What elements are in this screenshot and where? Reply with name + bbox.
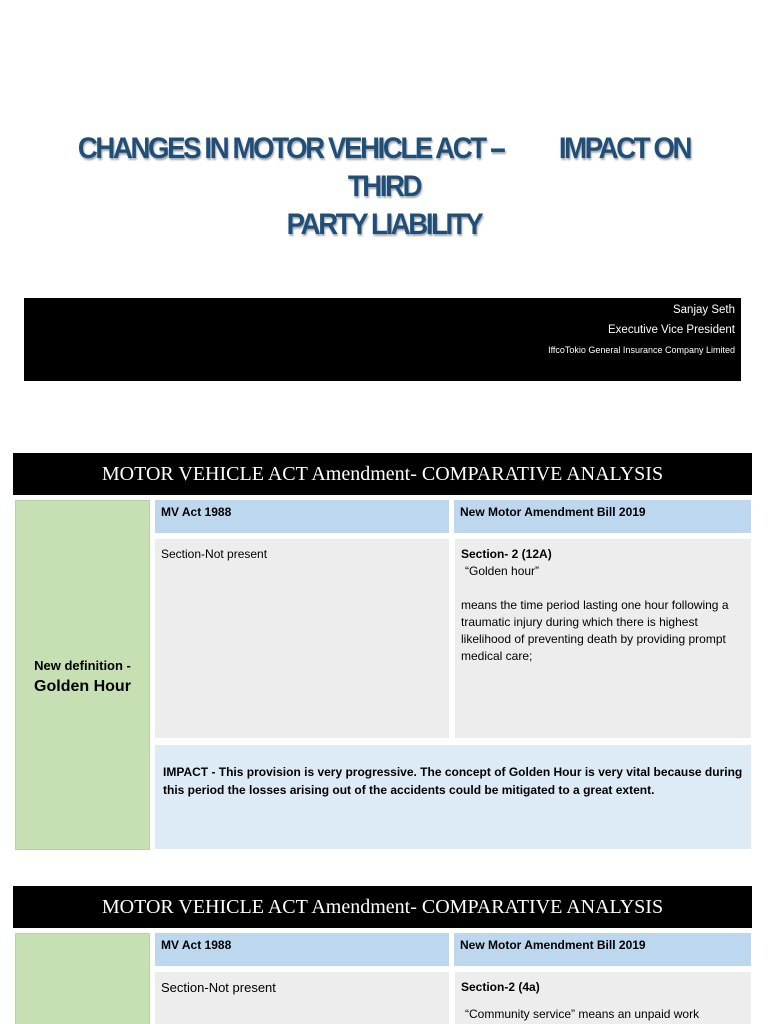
title-line2: PARTY LIABILITY bbox=[286, 208, 482, 241]
new-bill-section: Section- 2 (12A) bbox=[461, 547, 552, 561]
old-act-text: Section-Not present bbox=[161, 547, 268, 561]
topic-label-line2: Golden Hour bbox=[34, 678, 131, 695]
new-bill-definition: “Community service” means an unpaid work bbox=[465, 1007, 700, 1021]
new-bill-cell bbox=[455, 539, 751, 738]
new-bill-cell bbox=[455, 972, 751, 1024]
topic-column bbox=[15, 933, 150, 1024]
presenter-organization: IffcoTokio General Insurance Company Limited bbox=[548, 345, 735, 355]
new-bill-definition: means the time period lasting one hour following a traumatic injury during which there is highest likelihood of preventing death by providing prompt medical care; bbox=[461, 598, 729, 663]
old-act-cell bbox=[155, 539, 449, 738]
presenter-name: Sanjay Seth bbox=[672, 304, 735, 316]
title-line1-part2: IMPACT ON THIRD bbox=[347, 132, 691, 203]
old-act-text: Section-Not present bbox=[161, 980, 276, 995]
new-bill-term: “Golden hour” bbox=[465, 564, 540, 578]
topic-column bbox=[15, 500, 150, 850]
impact-box bbox=[155, 745, 751, 849]
slide-header: MOTOR VEHICLE ACT Amendment- COMPARATIVE ANALYSIS bbox=[13, 886, 752, 928]
column-header-old-act: MV Act 1988 bbox=[155, 933, 449, 966]
title-line1-part1: CHANGES IN MOTOR VEHICLE ACT -- bbox=[77, 132, 504, 165]
presenter-role: Executive Vice President bbox=[608, 324, 735, 336]
presentation-title bbox=[68, 130, 701, 244]
column-header-new-bill: New Motor Amendment Bill 2019 bbox=[454, 933, 751, 966]
comparative-slide-2 bbox=[13, 886, 752, 1024]
title-slide bbox=[0, 0, 768, 420]
old-act-cell bbox=[155, 972, 449, 1024]
column-header-old-act: MV Act 1988 bbox=[155, 500, 449, 533]
new-bill-section: Section-2 (4a) bbox=[461, 980, 540, 994]
comparative-slide-1 bbox=[13, 453, 752, 853]
presenter-box bbox=[24, 298, 741, 381]
slide-header: MOTOR VEHICLE ACT Amendment- COMPARATIVE ANALYSIS bbox=[13, 453, 752, 495]
column-header-new-bill: New Motor Amendment Bill 2019 bbox=[454, 500, 751, 533]
impact-text: IMPACT - This provision is very progressive. The concept of Golden Hour is very vital because during this period the losses arising out of the accidents could be mitigated to a great extent. bbox=[163, 765, 743, 797]
topic-label-line1: New definition - bbox=[34, 658, 131, 673]
